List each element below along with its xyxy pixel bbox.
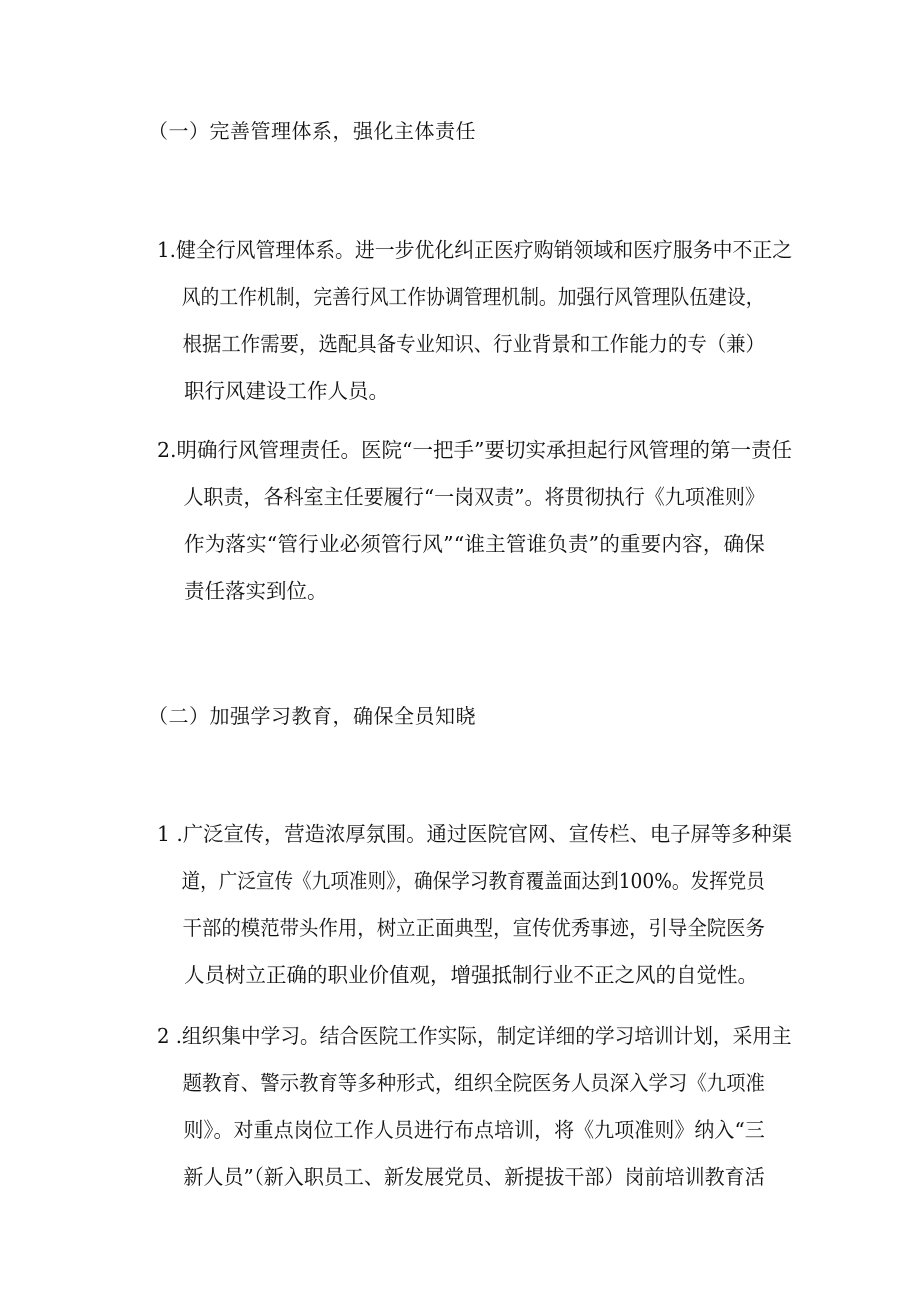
paragraph-line: 则》。对重点岗位工作人员进行布点培训，将《九项准则》纳入“三 bbox=[183, 1118, 765, 1142]
paragraph-line: 题教育、警示教育等多种形式，组织全院医务人员深入学习《九项准 bbox=[182, 1071, 765, 1095]
paragraph-line: 职行风建设工作人员。 bbox=[184, 379, 389, 403]
paragraph-line: 责任落实到位。 bbox=[184, 579, 328, 603]
paragraph-line: 干部的模范带头作用，树立正面典型，宣传优秀事迹，引导全院医务 bbox=[182, 916, 765, 940]
paragraph-line: 人员树立正确的职业价值观，增强抵制行业不正之风的自觉性。 bbox=[184, 963, 758, 987]
paragraph-line: 作为落实“管行业必须管行风”“谁主管谁负责”的重要内容，确保 bbox=[184, 532, 765, 556]
paragraph-line: 1 .广泛宣传，营造浓厚氛围。通过医院官网、宣传栏、电子屏等多种渠 bbox=[157, 822, 793, 846]
section-heading-2: （二）加强学习教育，确保全员知晓 bbox=[148, 704, 476, 728]
paragraph-line: 风的工作机制，完善行风工作协调管理机制。加强行风管理队伍建设， bbox=[181, 285, 765, 309]
paragraph-line: 新人员”（新入职员工、新发展党员、新提拔干部）岗前培训教育活 bbox=[183, 1165, 765, 1189]
paragraph-line: 2.明确行风管理责任。医院“一把手”要切实承担起行风管理的第一责任 bbox=[157, 438, 793, 462]
paragraph-2-1 bbox=[157, 811, 792, 999]
paragraph-line: 人职责，各科室主任要履行“一岗双责”。将贯彻执行《九项准则》 bbox=[183, 485, 765, 509]
paragraph-line: 2 .组织集中学习。结合医院工作实际，制定详细的学习培训计划，采用主 bbox=[157, 1024, 792, 1048]
paragraph-line: 道，广泛宣传《九项准则》，确保学习教育覆盖面达到100%。发挥党员 bbox=[181, 869, 765, 893]
paragraph-1-2 bbox=[157, 427, 792, 615]
paragraph-line: 根据工作需要，选配具备专业知识、行业背景和工作能力的专（兼） bbox=[182, 332, 765, 356]
paragraph-1-1 bbox=[157, 227, 792, 415]
paragraph-2-2 bbox=[157, 1013, 792, 1201]
paragraph-line: 1.健全行风管理体系。进一步优化纠正医疗购销领域和医疗服务中不正之 bbox=[157, 238, 793, 262]
section-heading-1: （一）完善管理体系，强化主体责任 bbox=[148, 119, 476, 143]
